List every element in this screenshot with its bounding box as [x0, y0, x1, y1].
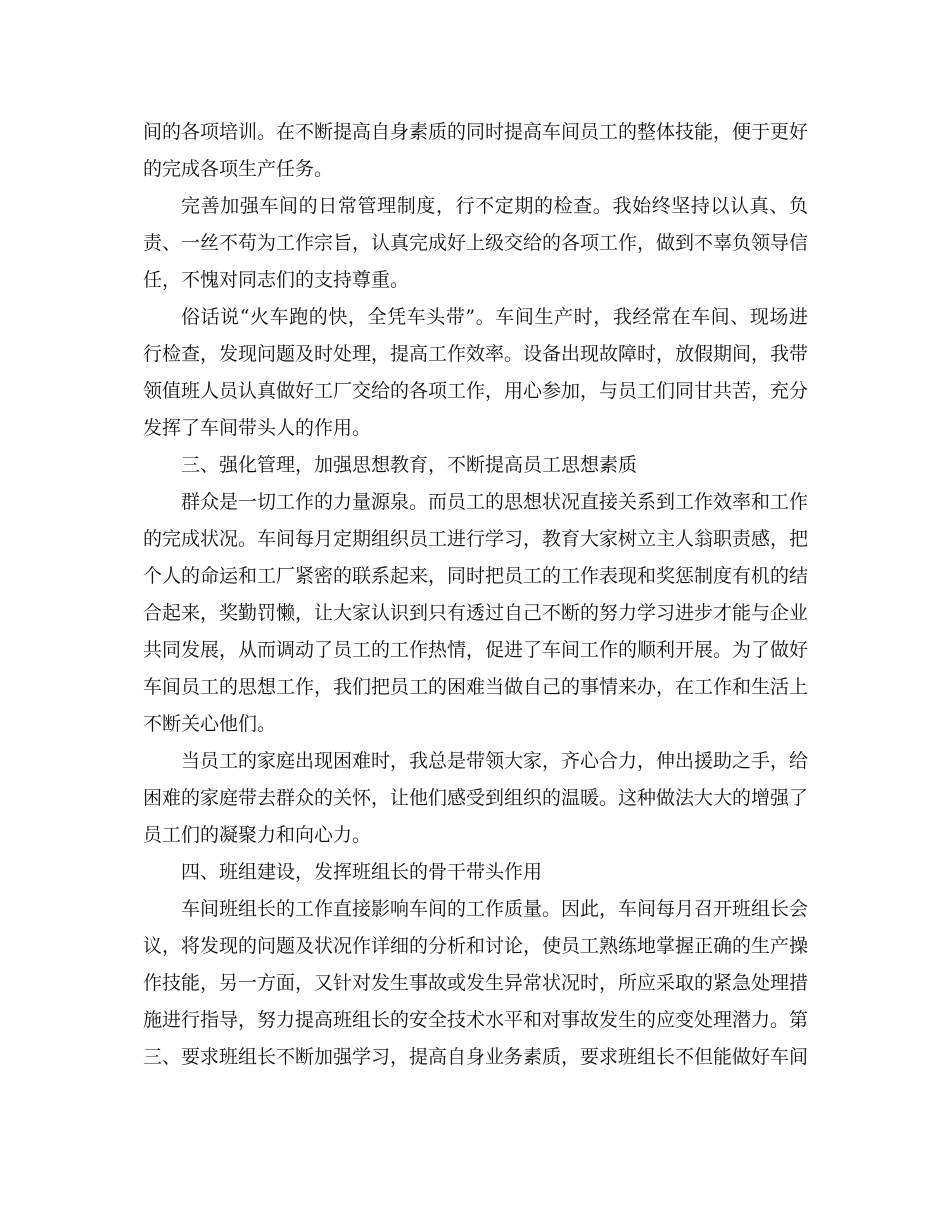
paragraph: 俗话说“火车跑的快，全凭车头带”。车间生产时，我经常在车间、现场进行检查，发现问题及时处理，提高工作效率。设备出现故障时，放假期间，我带领值班人员认真做好工厂交给的各项工作，用心参加，与员工们同甘共苦，充分发挥了车间带头人的作用。: [143, 306, 809, 439]
paragraph-continued: 间的各项培训。在不断提高自身素质的同时提高车间员工的整体技能，便于更好的完成各项生产任务。: [143, 121, 809, 180]
paragraph: 群众是一切工作的力量源泉。而员工的思想状况直接关系到工作效率和工作的完成状况。车间每月定期组织员工进行学习，教育大家树立主人翁职责感，把个人的命运和工厂紧密的联系起来，同时把员工的工作表现和奖惩制度有机的结合起来，奖勤罚懒，让大家认识到只有透过自己不断的努力学习进步才能与企业共同发展，从而调动了员工的工作热情，促进了车间工作的顺利开展。为了做好车间员工的思想工作，我们把员工的困难当做自己的事情来办，在工作和生活上不断关心他们。: [143, 491, 809, 735]
section-heading: 四、班组建设，发挥班组长的骨干带头作用: [181, 861, 543, 883]
paragraph: 当员工的家庭出现困难时，我总是带领大家，齐心合力，伸出援助之手，给困难的家庭带去群众的关怀，让他们感受到组织的温暖。这种做法大大的增强了员工们的凝聚力和向心力。: [143, 750, 809, 846]
paragraph: 完善加强车间的日常管理制度，行不定期的检查。我始终坚持以认真、负责、一丝不苟为工作宗旨，认真完成好上级交给的各项工作，做到不辜负领导信任，不愧对同志们的支持尊重。: [143, 195, 809, 291]
section-heading: 三、强化管理，加强思想教育，不断提高员工思想素质: [181, 454, 638, 476]
paragraph: 车间班组长的工作直接影响车间的工作质量。因此，车间每月召开班组长会议，将发现的问题及状况作详细的分析和讨论，使员工熟练地掌握正确的生产操作技能，另一方面，又针对发生事故或发生异常状况时，所应采取的紧急处理措施进行指导，努力提高班组长的安全技术水平和对事故发生的应变处理潜力。第三、要求班组长不断加强学习，提高自身业务素质，要求班组长不但能做好车间: [143, 898, 809, 1068]
document-body: [143, 114, 808, 1076]
